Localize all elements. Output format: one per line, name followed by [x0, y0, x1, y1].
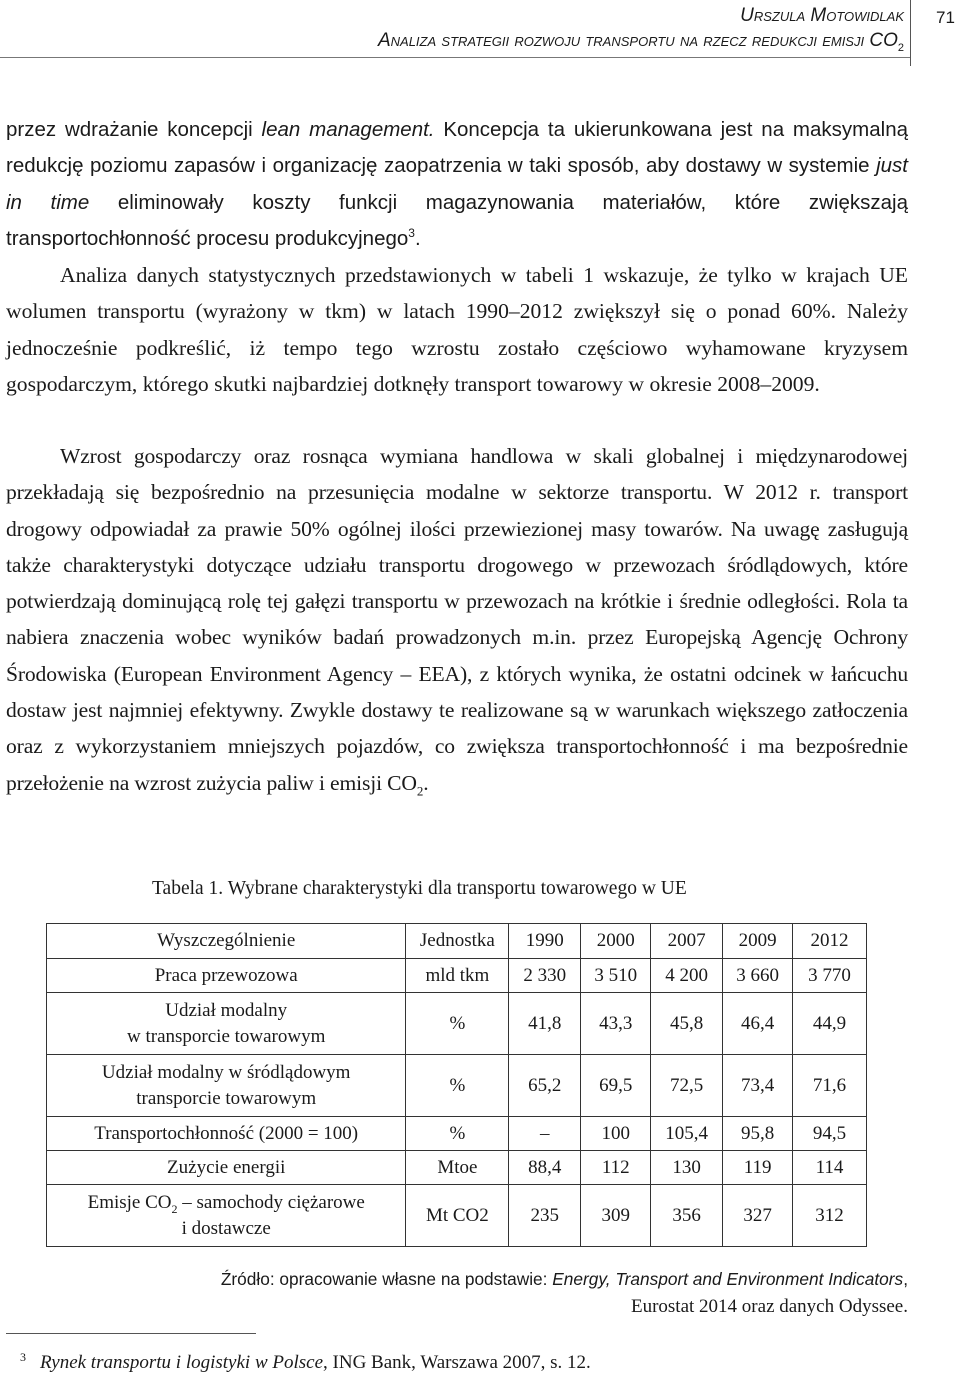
table-row [47, 1151, 867, 1185]
value-cell: 4 200 [651, 959, 723, 993]
row-label: Emisje $CO_2$ – samochody ciężarowe i dostawcze [47, 1185, 406, 1247]
value-cell: 114 [793, 1151, 867, 1185]
paragraph-2: Analiza danych statystycznych przedstawionych w tabeli 1 wskazuje, że tylko w krajach UE wolumen transportu (wyrażony w tkm) w latach 1990–2012 zwiększył się o ponad 60%. Należy jednocześnie podkreślić, iż tempo tego wzrostu zostało częściowo wyhamowane kryzysem gospodarczym, którego skutki najbardziej dotknęły transport towarowy w okresie 2008–2009. [6, 263, 908, 396]
header-divider-vertical [910, 0, 911, 66]
value-cell: 46,4 [723, 993, 793, 1055]
unit-cell: Mtoe [406, 1151, 509, 1185]
value-cell: 119 [723, 1151, 793, 1185]
header-title: Analiza strategii rozwoju transportu na rzecz redukcji emisji $CO_2$ [377, 30, 904, 54]
value-cell: 309 [581, 1185, 651, 1247]
table-row [47, 993, 867, 1055]
value-cell: 73,4 [723, 1055, 793, 1117]
header-cell: 2012 [793, 924, 867, 959]
value-cell: 71,6 [793, 1055, 867, 1117]
value-cell: 3 660 [723, 959, 793, 993]
value-cell: 3 770 [793, 959, 867, 993]
unit-cell: Mt CO2 [406, 1185, 509, 1247]
footnote-divider [6, 1333, 256, 1334]
footnote-number: 3 [20, 1349, 26, 1364]
value-cell: 356 [651, 1185, 723, 1247]
value-cell: 130 [651, 1151, 723, 1185]
row-label: Udział modalny w śródlądowym transporcie towarowym [47, 1055, 406, 1117]
header-cell: 2000 [581, 924, 651, 959]
value-cell: 235 [509, 1185, 581, 1247]
footnote: $^3$ Rynek transportu i logistyki w Polsce, ING Bank, Warszawa 2007, s. 12. [20, 1349, 591, 1373]
value-cell: 44,9 [793, 993, 867, 1055]
row-label: Udział modalny w transporcie towarowym [47, 993, 406, 1055]
unit-cell: % [406, 1055, 509, 1117]
value-cell: 2 330 [509, 959, 581, 993]
header-cell: Wyszczególnienie [47, 924, 406, 959]
value-cell: 41,8 [509, 993, 581, 1055]
table-header-row [47, 924, 867, 959]
value-cell: 72,5 [651, 1055, 723, 1117]
value-cell: 327 [723, 1185, 793, 1247]
table-row [47, 959, 867, 993]
unit-cell: mld tkm [406, 959, 509, 993]
value-cell: 45,8 [651, 993, 723, 1055]
row-label: Zużycie energii [47, 1151, 406, 1185]
header-divider-horizontal [0, 57, 910, 58]
table-caption: Tabela 1. Wybrane charakterystyki dla transportu towarowego w UE [152, 878, 687, 899]
header-author: Urszula Motowidlak [740, 5, 904, 26]
value-cell: 65,2 [509, 1055, 581, 1117]
value-cell: 94,5 [793, 1117, 867, 1151]
table-source: Źródło: opracowanie własne na podstawie: Energy, Transport and Environment Indicators, Eurostat 2014 oraz danych Odyssee. [220, 1269, 908, 1317]
value-cell: 88,4 [509, 1151, 581, 1185]
paragraph-3: Wzrost gospodarczy oraz rosnąca wymiana handlowa w skali globalnej i międzynarodowej przekładają się bezpośrednio na przesunięcia modalne w sektorze transportu. W 2012 r. transport drogowy odpowiadał za prawie 50% ogólnej ilości przewiezionej masy towarów. Na uwagę zasługują także charakterystyki dotyczące udziału transportu drogowego w przewozach śródlądowych, które potwierdzają dominującą rolę tej gałęzi transportu w przewozach na krótkie i średnie odległości. Rola ta nabiera znaczenia wobec wyników badań prowadzonych m.in. przez Europejską Agencję Ochrony Środowiska (European Environment Agency – EEA), z których wynika, że ostatni odcinek w łańcuchu dostaw jest najmniej efektywny. Zwykle dostawy te realizowane są w warunkach większego zatłoczenia oraz z wykorzystaniem mniejszych pojazdów, co zwiększa transportochłonność i ma bezpośrednie przełożenie na wzrost zużycia paliw i emisji $CO_2$. [6, 444, 908, 798]
unit-cell: % [406, 993, 509, 1055]
value-cell: 69,5 [581, 1055, 651, 1117]
page-number: 71 [936, 8, 955, 27]
value-cell: – [509, 1117, 581, 1151]
value-cell: 95,8 [723, 1117, 793, 1151]
header-cell: 2009 [723, 924, 793, 959]
running-header [378, 3, 904, 61]
footnote-ref[interactable]: 3 [408, 226, 415, 241]
header-cell: Jednostka [406, 924, 509, 959]
value-cell: 105,4 [651, 1117, 723, 1151]
value-cell: 43,3 [581, 993, 651, 1055]
row-label: Transportochłonność (2000 = 100) [47, 1117, 406, 1151]
header-cell: 1990 [509, 924, 581, 959]
row-label: Praca przewozowa [47, 959, 406, 993]
table-row [47, 1185, 867, 1247]
unit-cell: % [406, 1117, 509, 1151]
value-cell: 112 [581, 1151, 651, 1185]
header-cell: 2007 [651, 924, 723, 959]
table-row [47, 1055, 867, 1117]
paragraph-1: przez wdrażanie koncepcji lean management. Koncepcja ta ukierunkowana jest na maksymalną redukcję poziomu zapasów i organizację zaopatrzenia w taki sposób, aby dostawy w systemie just in time eliminowały koszty funkcji magazynowania materiałów, które zwiększają transportochłonność procesu produkcyjnego$^3$. [6, 118, 908, 250]
table-row [47, 1117, 867, 1151]
value-cell: 100 [581, 1117, 651, 1151]
value-cell: 3 510 [581, 959, 651, 993]
data-table [46, 923, 867, 1247]
value-cell: 312 [793, 1185, 867, 1247]
